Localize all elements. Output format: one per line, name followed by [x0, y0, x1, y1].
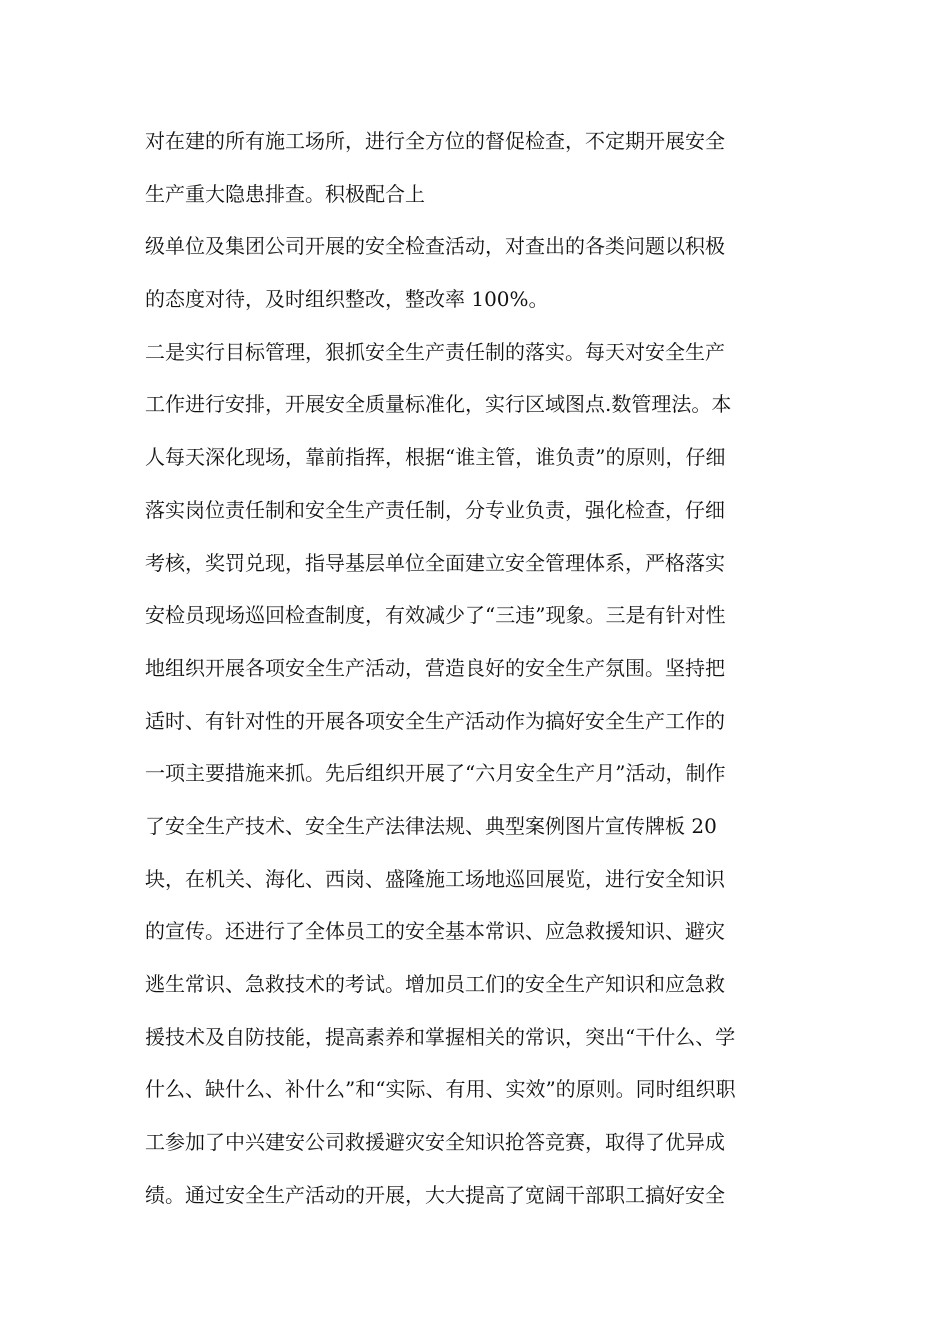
text-line: 逃生常识、急救技术的考试。增加员工们的安全生产知识和应急救 — [145, 972, 725, 996]
text-line: 一项主要措施来抓。先后组织开展了“六月安全生产月”活动，制作 — [145, 761, 726, 786]
text-line: 的宣传。还进行了全体员工的安全基本常识、应急救援知识、避灾 — [145, 919, 725, 944]
text-line: 什么、缺什么、补什么”和“实际、有用、实效”的原则。同时组织职 — [145, 1077, 736, 1102]
document-body — [145, 115, 815, 1221]
text-line: 落实岗位责任制和安全生产责任制，分专业负责，强化检查，仔细 — [145, 497, 725, 522]
text-line: 生产重大隐患排查。积极配合上 — [145, 181, 425, 206]
text-line: 工参加了中兴建安公司救援避灾安全知识抢答竞赛，取得了优异成 — [145, 1130, 725, 1155]
text-line: 对在建的所有施工场所，进行全方位的督促检查，不定期开展安全 — [145, 129, 725, 153]
text-line: 适时、有针对性的开展各项安全生产活动作为搞好安全生产工作的 — [145, 708, 725, 733]
text-line: 人每天深化现场，靠前指挥，根据“谁主管，谁负责”的原则，仔细 — [145, 445, 726, 470]
text-line: 了安全生产技术、安全生产法律法规、典型案例图片宣传牌板 20 — [145, 813, 717, 838]
text-line: 二是实行目标管理，狠抓安全生产责任制的落实。每天对安全生产 — [145, 339, 725, 364]
text-line: 工作进行安排，开展安全质量标准化，实行区域图点.数管理法。本 — [145, 392, 732, 417]
text-line: 援技术及自防技能，提高素养和掌握相关的常识，突出“干什么、学 — [145, 1024, 736, 1049]
text-line: 块，在机关、海化、西岗、盛隆施工场地巡回展览，进行安全知识 — [145, 866, 725, 891]
text-line: 级单位及集团公司开展的安全检查活动，对查出的各类问题以积极 — [145, 234, 725, 259]
text-line: 地组织开展各项安全生产活动，营造良好的安全生产氛围。坚持把 — [145, 655, 725, 680]
text-line: 绩。通过安全生产活动的开展，大大提高了宽阔干部职工搞好安全 — [145, 1182, 725, 1207]
text-line: 考核，奖罚兑现，指导基层单位全面建立安全管理体系，严格落实 — [145, 550, 725, 575]
text-line: 的态度对待，及时组织整改，整改率 100%。 — [145, 287, 549, 312]
text-line: 安检员现场巡回检查制度，有效减少了“三违”现象。三是有针对性 — [145, 603, 726, 628]
